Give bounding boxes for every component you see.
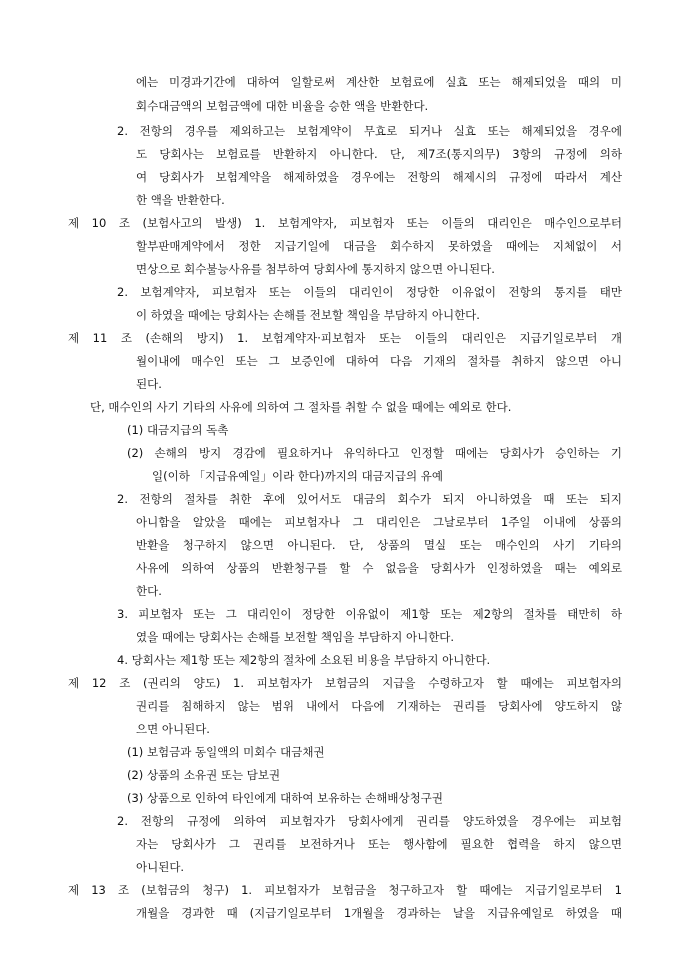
text-line: 사유에 의하여 상품의 반환청구를 할 수 없음을 당회사가 인정하였을 때는 예외로: [136, 561, 622, 575]
text-line: 으면 아니된다.: [136, 722, 210, 736]
text-line: 3. 피보험자 또는 그 대리인이 정당한 이유없이 제1항 또는 제2항의 절차를 태만히 하: [117, 607, 622, 621]
text-line: 할부판매계약에서 정한 지급기일에 대금을 회수하지 못하였을 때에는 지체없이 서: [136, 239, 622, 253]
list-item: (1) 보험금과 동일액의 미회수 대금채권: [127, 745, 325, 759]
article-13-heading: 제 13 조 (보험금의 청구) 1. 피보험자가 보험금을 청구하고자 할 때에는 지급기일로부터 1: [68, 883, 622, 897]
text-line: 된다.: [136, 377, 162, 391]
text-line: 도 당회사는 보험료를 반환하지 아니한다. 단, 제7조(통지의무) 3항의 규정에 의하: [136, 147, 622, 161]
text-line: 아니된다.: [136, 860, 185, 874]
article-11-heading: 제 11 조 (손해의 방지) 1. 보험계약자·피보험자 또는 이들의 대리인은 지급기일로부터 개: [68, 331, 622, 345]
article-10-heading: 제 10 조 (보험사고의 발생) 1. 보험계약자, 피보험자 또는 이들의 대리인은 매수인으로부터: [68, 216, 622, 230]
text-line: 일(이하 「지급유예일」이라 한다)까지의 대금지급의 유예: [152, 469, 443, 483]
text-line: 한 액을 반환한다.: [136, 193, 225, 207]
list-item: (1) 대금지급의 독촉: [127, 423, 229, 437]
text-line: 2. 전항의 규정에 의하여 피보험자가 당회사에게 권리를 양도하였을 경우에는 피보험: [117, 814, 622, 828]
list-item: (2) 손해의 방지 경감에 필요하거나 유익하다고 인정할 때에는 당회사가 승인하는 기: [127, 446, 622, 460]
text-line: 권리를 침해하지 않는 범위 내에서 다음에 기재하는 권리를 당회사에 양도하지 않: [136, 699, 622, 713]
text-line: 아니함을 알았을 때에는 피보험자나 그 대리인은 그날로부터 1주일 이내에 상품의: [136, 515, 622, 529]
text-line: 2. 보험계약자, 피보험자 또는 이들의 대리인이 정당한 이유없이 전항의 통지를 태만: [117, 285, 622, 299]
text-line: 개월을 경과한 때 (지급기일로부터 1개월을 경과하는 날을 지급유예일로 하였을 때: [136, 906, 622, 920]
text-line: 2. 전항의 경우를 제외하고는 보험계약이 무효로 되거나 실효 또는 해제되었을 경우에: [117, 124, 622, 138]
text-line: 한다.: [136, 584, 162, 598]
text-line: 월이내에 매수인 또는 그 보증인에 대하여 다음 기재의 절차를 취하지 않으면 아니: [136, 354, 622, 368]
list-item: (3) 상품으로 인하여 타인에게 대하여 보유하는 손해배상청구권: [127, 791, 443, 805]
text-line: 반환을 청구하지 않으면 아니된다. 단, 상품의 멸실 또는 매수인의 사기 기타의: [136, 538, 622, 552]
text-line: 여 당회사가 보험계약을 해제하였을 경우에는 전항의 해제시의 규정에 따라서 계산: [136, 170, 622, 184]
text-line: 이 하였을 때에는 당회사는 손해를 전보할 책임을 부담하지 아니한다.: [136, 308, 480, 322]
article-12-heading: 제 12 조 (권리의 양도) 1. 피보험자가 보험금의 지급을 수령하고자 할 때에는 피보험자의: [68, 676, 622, 690]
list-item: (2) 상품의 소유권 또는 담보권: [127, 768, 281, 782]
text-line: 4. 당회사는 제1항 또는 제2항의 절차에 소요된 비용을 부담하지 아니한다.: [117, 653, 491, 667]
text-line: 2. 전항의 절차를 취한 후에 있어서도 대금의 회수가 되지 아니하였을 때 또는 되지: [117, 492, 622, 506]
text-line: 회수대금액의 보험금액에 대한 비율을 승한 액을 반환한다.: [136, 99, 429, 113]
text-line: 에는 미경과기간에 대하여 일할로써 계산한 보험료에 실효 또는 해제되었을 때의 미: [136, 75, 622, 89]
text-line: 였을 때에는 당회사는 손해를 보전할 책임을 부담하지 아니한다.: [136, 630, 455, 644]
text-line: 면상으로 회수불능사유를 첨부하여 당회사에 통지하지 않으면 아니된다.: [136, 262, 495, 276]
text-line: 단, 매수인의 사기 기타의 사유에 의하여 그 절차를 취할 수 없을 때에는 예외로 한다.: [90, 400, 512, 414]
text-line: 자는 당회사가 그 권리를 보전하거나 또는 행사함에 필요한 협력을 하지 않으면: [136, 837, 622, 851]
